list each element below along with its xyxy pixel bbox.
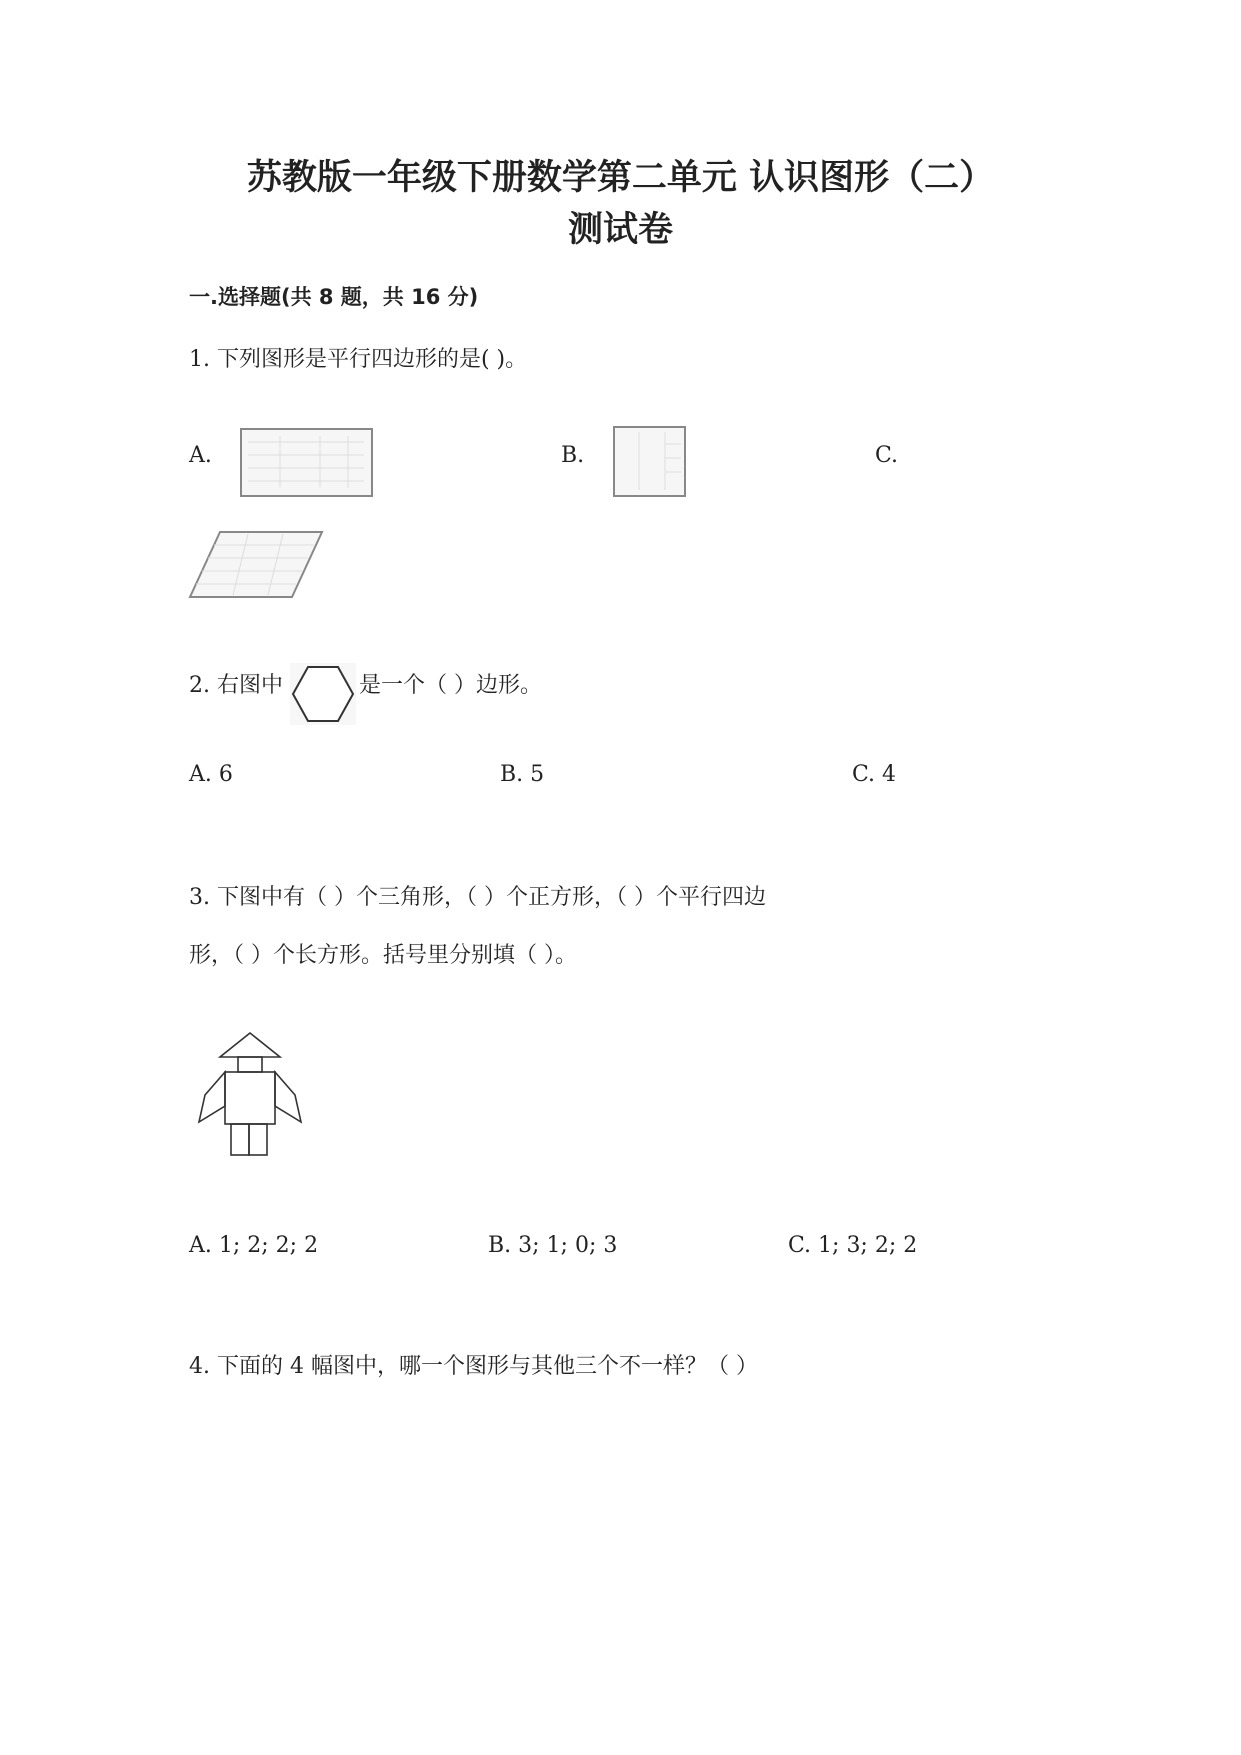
question-2-stem-after: 是一个（ ）边形。 (359, 673, 542, 698)
q3-robot-figure (195, 1030, 305, 1160)
question-4-stem: 4. 下面的 4 幅图中，哪一个图形与其他三个不一样？（ ） (189, 1354, 758, 1379)
page-title: 苏教版一年级下册数学第二单元 认识图形（二） (246, 158, 995, 198)
page-subtitle: 测试卷 (567, 210, 673, 250)
q2-hexagon (290, 663, 356, 725)
q3-option-b: B. 3; 1; 0; 3 (488, 1233, 618, 1258)
question-2-stem-before: 2. 右图中 (189, 673, 283, 698)
q1-option-a-label: A. (189, 443, 212, 468)
question-3-stem-line2: 形，（ ）个长方形。括号里分别填（ ）。 (189, 943, 577, 968)
question-3-stem-line1: 3. 下图中有（ ）个三角形，（ ）个正方形，（ ）个平行四边 (189, 885, 766, 910)
section-heading: 一.选择题(共 8 题，共 16 分) (189, 285, 479, 309)
q1-option-b-square (613, 426, 688, 498)
q3-option-c: C. 1; 3; 2; 2 (788, 1233, 918, 1258)
q3-option-a: A. 1; 2; 2; 2 (189, 1233, 319, 1258)
q2-option-c: C. 4 (852, 762, 897, 787)
q1-option-a-rectangle (240, 428, 375, 498)
q2-option-b: B. 5 (500, 762, 545, 787)
q2-option-a: A. 6 (189, 762, 233, 787)
q1-option-c-label: C. (875, 443, 899, 468)
question-1-stem: 1. 下列图形是平行四边形的是( )。 (189, 347, 528, 372)
q1-option-b-label: B. (561, 443, 585, 468)
q1-option-c-parallelogram (188, 530, 328, 600)
